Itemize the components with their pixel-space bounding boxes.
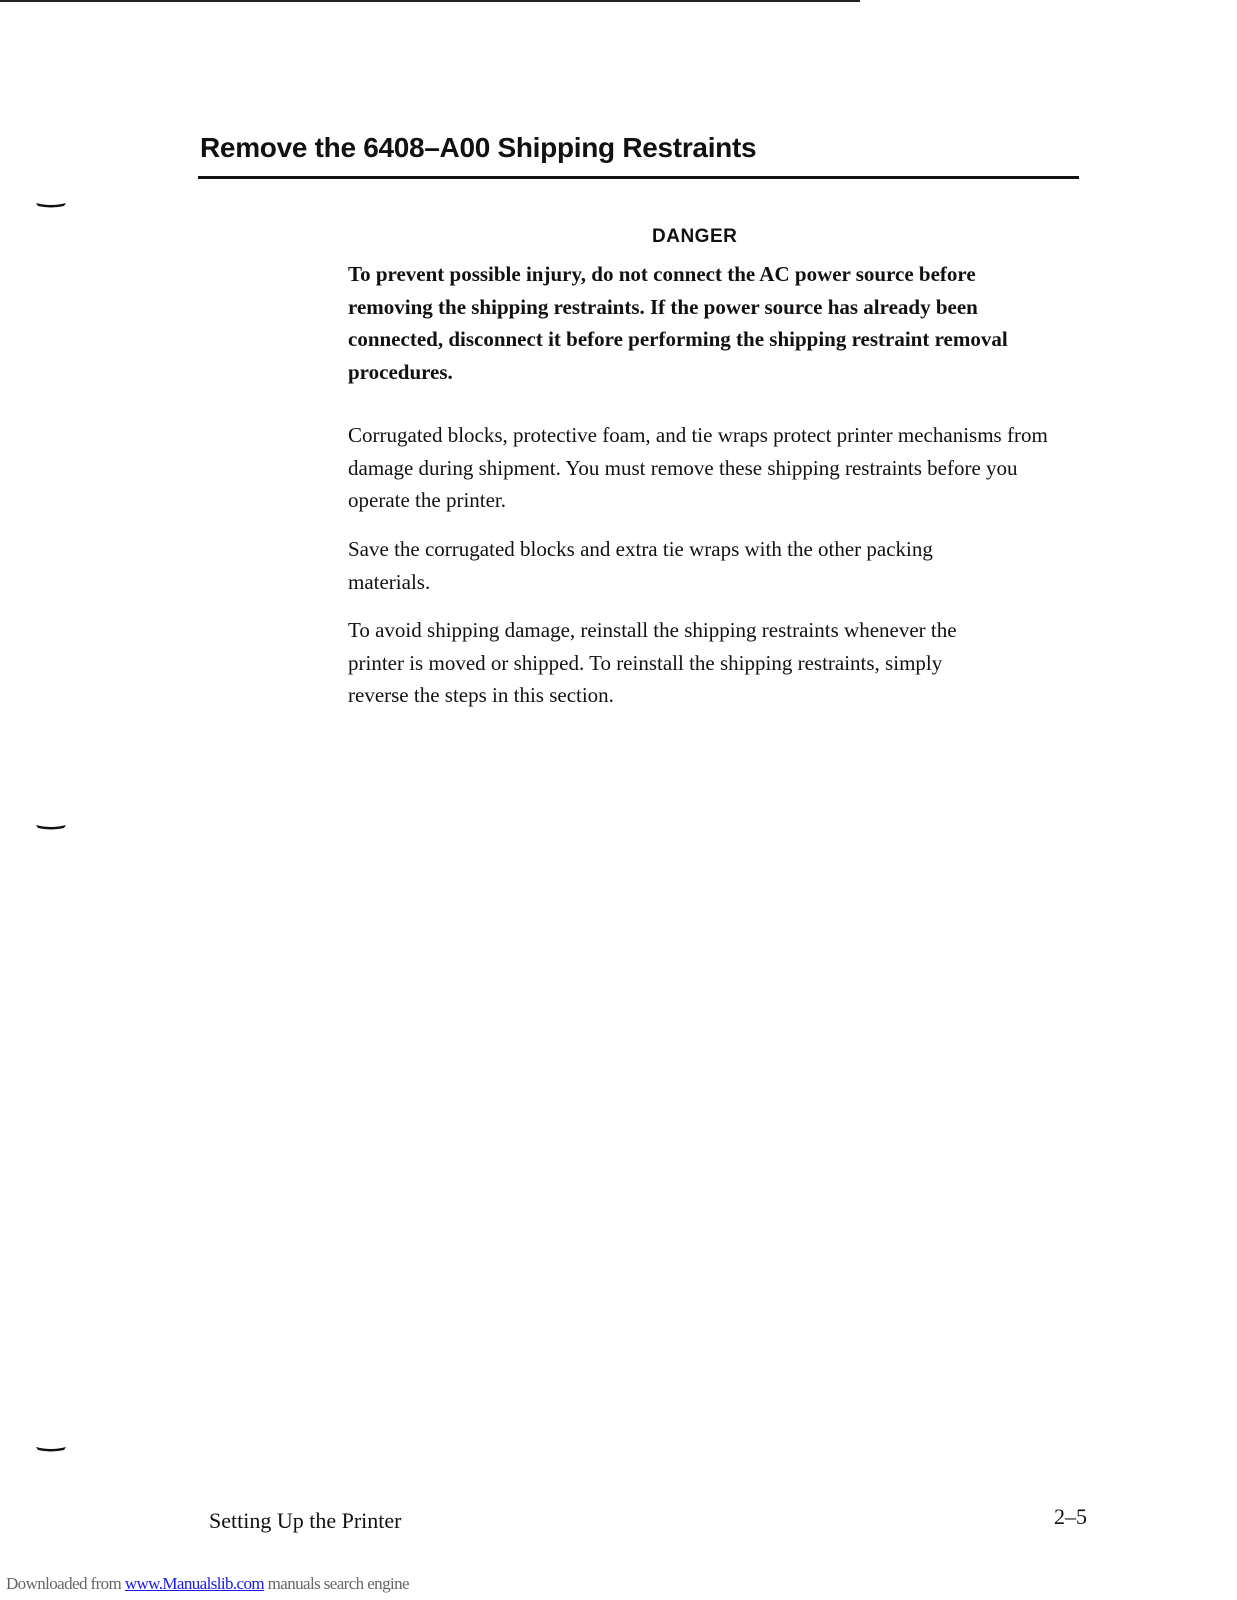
- danger-heading: DANGER: [652, 226, 738, 247]
- footer-page-number: 2–5: [1054, 1504, 1087, 1529]
- paragraph-shipping-restraints: Corrugated blocks, protective foam, and tie wraps protect printer mechanisms from damage during shipment. You must remove these shipping restraints before you operate the printer.: [348, 423, 1048, 512]
- download-note: [6, 1574, 409, 1594]
- download-note-suffix: manuals search engine: [264, 1574, 409, 1593]
- title-underline: [198, 176, 1079, 179]
- binder-hole-mark-bottom: [36, 1446, 66, 1452]
- binder-hole-mark-middle: [36, 824, 66, 830]
- section-title: Remove the 6408–A00 Shipping Restraints: [200, 132, 757, 163]
- footer-chapter-title: Setting Up the Printer: [209, 1508, 402, 1533]
- danger-text: To prevent possible injury, do not connect the AC power source before removing the shipping restraints. If the power source has already been connected, disconnect it before performing the shipping restraint removal procedures.: [348, 262, 1008, 384]
- paragraph-reinstall: To avoid shipping damage, reinstall the shipping restraints whenever the printer is moved or shipped. To reinstall the shipping restraints, simply reverse the steps in this section.: [348, 618, 957, 707]
- paragraph-save-materials: Save the corrugated blocks and extra tie wraps with the other packing materials.: [348, 537, 933, 594]
- binder-hole-mark-top: [36, 202, 66, 208]
- top-edge-rule: [0, 0, 860, 2]
- download-note-prefix: Downloaded from: [6, 1574, 125, 1593]
- manualslib-link[interactable]: www.Manualslib.com: [124, 1574, 265, 1593]
